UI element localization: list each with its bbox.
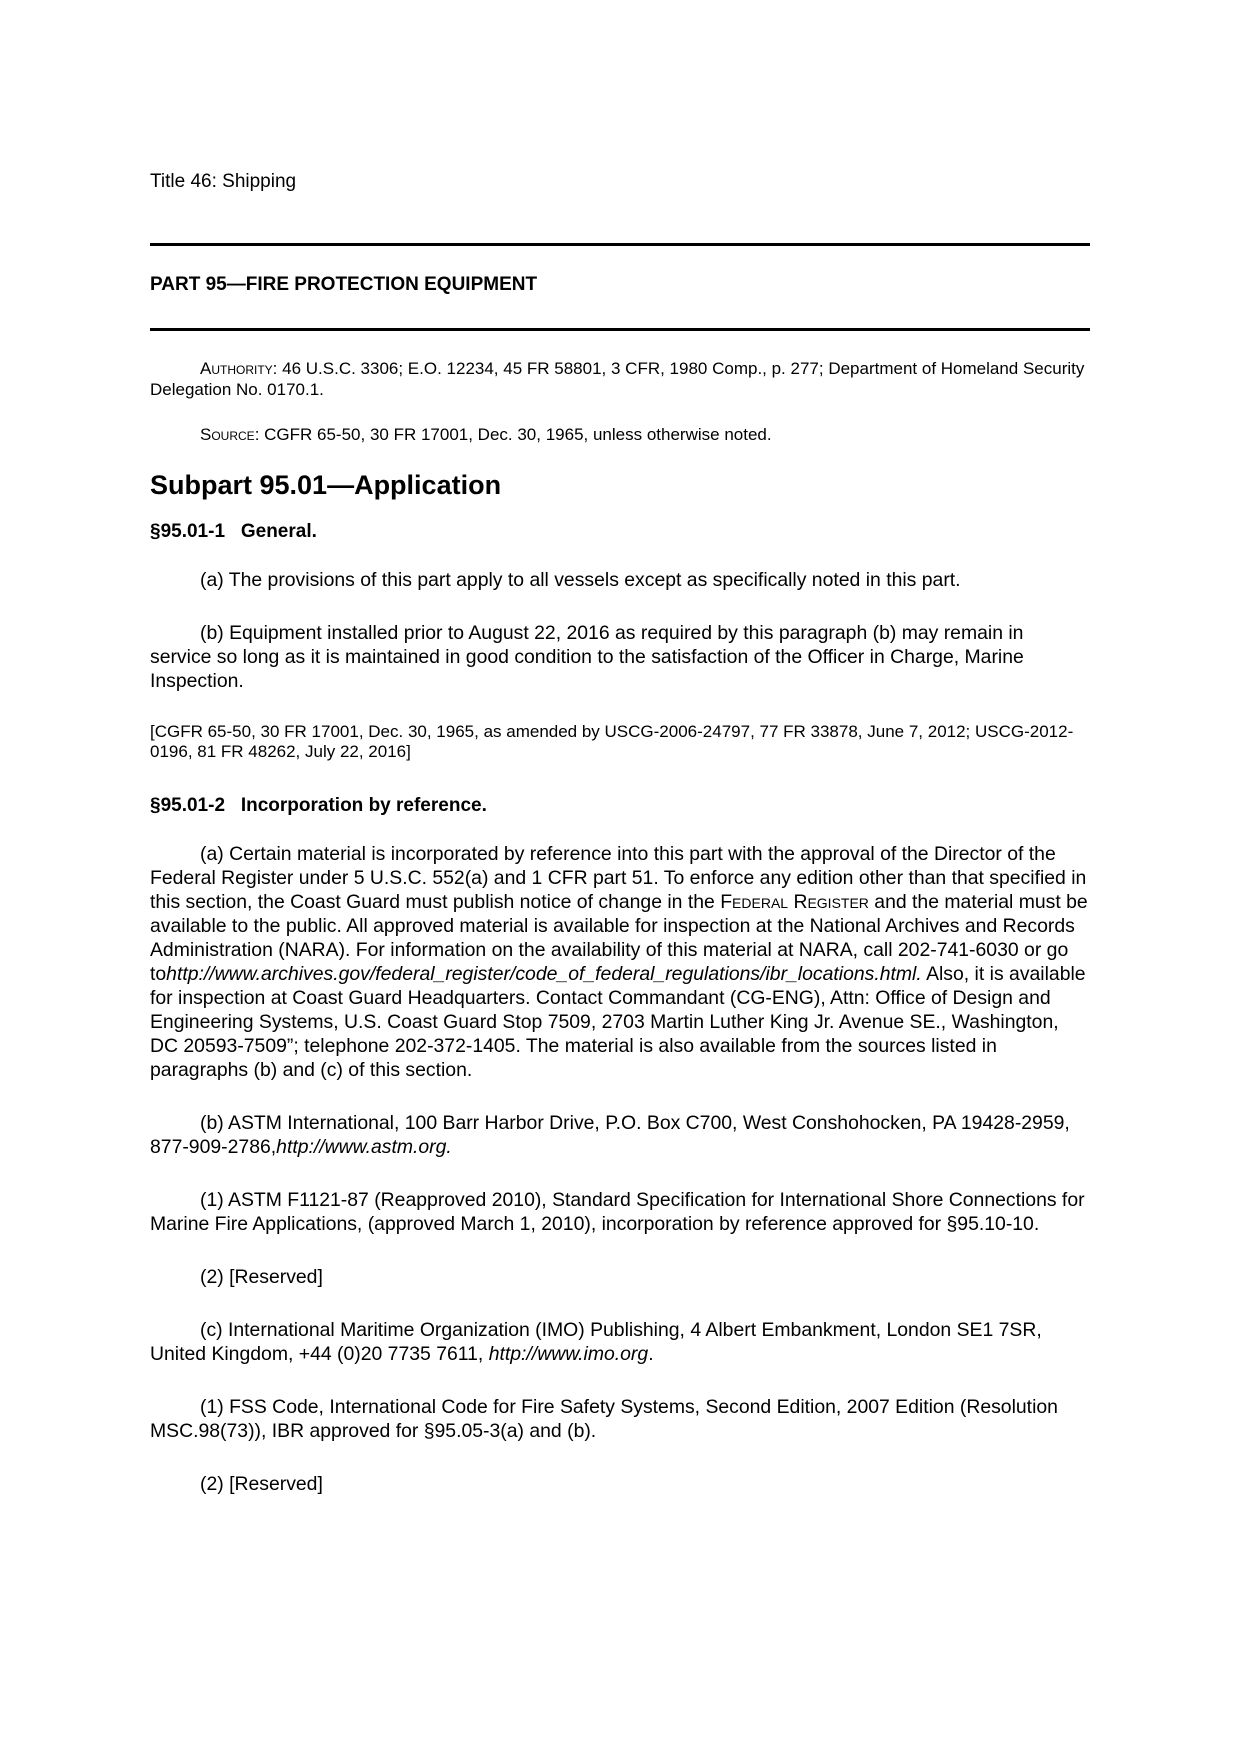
source-label: Source xyxy=(200,425,255,444)
top-rule xyxy=(150,243,1090,246)
section2-paragraph-a xyxy=(150,842,1090,1082)
subpart-heading: Subpart 95.01—Application xyxy=(150,470,502,500)
para-b-text: (b) ASTM International, 100 Barr Harbor Drive, P.O. Box C700, West Conshohocken, PA 19428-2959, 877-909-2786, xyxy=(150,1112,1070,1158)
document-body xyxy=(150,358,1090,1525)
authority-paragraph xyxy=(150,358,1090,400)
section2-paragraph-c xyxy=(150,1318,1090,1366)
section2-paragraph-b xyxy=(150,1111,1090,1159)
source-text: : CGFR 65-50, 30 FR 17001, Dec. 30, 1965, unless otherwise noted. xyxy=(254,425,772,444)
bottom-rule xyxy=(150,328,1090,331)
federal-register-text: Federal Register xyxy=(720,891,869,913)
section-heading-general: §95.01-1 General. xyxy=(150,521,317,542)
astm-link[interactable]: http://www.astm.org. xyxy=(276,1136,452,1158)
section2-paragraph-c1: (1) FSS Code, International Code for Fire Safety Systems, Second Edition, 2007 Edition (Resolution MSC.98(73)), IBR approved for §95.05-3(a) and (b). xyxy=(150,1396,1058,1442)
section2-paragraph-c2: (2) [Reserved] xyxy=(200,1473,323,1495)
section1-citation: [CGFR 65-50, 30 FR 17001, Dec. 30, 1965, as amended by USCG-2006-24797, 77 FR 33878, June 7, 2012; USCG-2012-0196, 81 FR 48262, July 22, 2016] xyxy=(150,722,1074,761)
authority-text: : 46 U.S.C. 3306; E.O. 12234, 45 FR 58801, 3 CFR, 1980 Comp., p. 277; Department of Homeland Security Delegation No. 0170.1. xyxy=(150,359,1085,399)
source-paragraph xyxy=(150,424,1090,445)
section2-paragraph-b1: (1) ASTM F1121-87 (Reapproved 2010), Standard Specification for International Shore Connections for Marine Fire Applications, (approved March 1, 2010), incorporation by reference approved for §95.10-10. xyxy=(150,1189,1085,1235)
para-a-text-1: (a) Certain material is incorporated by reference into this part with the approval of the Director of the Federal Register under 5 U.S.C. 552(a) and 1 CFR part 51. To enforce any edition other than that specified in this section, the Coast Guard must publish notice of change in the xyxy=(150,843,1087,913)
para-a-text-3: Also, it is available for inspection at Coast Guard Headquarters. Contact Commandant (CG-ENG), Attn: Office of Design and Engineering Systems, U.S. Coast Guard Stop 7509, 2703 Martin Luther King Jr. Avenue SE., Washington, DC 20593-7509”; telephone 202-372-1405. The material is also available from the sources listed in paragraphs (b) and (c) of this section. xyxy=(150,963,1086,1081)
document-title: Title 46: Shipping xyxy=(150,171,297,192)
section-heading-incorporation: §95.01-2 Incorporation by reference. xyxy=(150,795,487,816)
para-c-text-2: . xyxy=(648,1343,654,1365)
authority-label: Authority xyxy=(200,359,273,378)
section1-paragraph-b: (b) Equipment installed prior to August 22, 2016 as required by this paragraph (b) may remain in service so long as it is maintained in good condition to the satisfaction of the Officer in Charge, Marine Inspection. xyxy=(150,622,1024,692)
part-heading: PART 95—FIRE PROTECTION EQUIPMENT xyxy=(150,274,538,295)
para-c-text-1: (c) International Maritime Organization (IMO) Publishing, 4 Albert Embankment, London SE1 7SR, United Kingdom, +44 (0)20 7735 7611, xyxy=(150,1319,1042,1365)
para-a-text-2: and the material must be available to the public. All approved material is available for inspection at the National Archives and Records Administration (NARA). For information on the availability of this material at NARA, call 202-741-6030 or go to xyxy=(150,891,1088,985)
imo-link[interactable]: http://www.imo.org xyxy=(488,1343,649,1365)
nara-link[interactable]: http://www.archives.gov/federal_register/code_of_federal_regulations/ibr_locations.html. xyxy=(166,963,922,985)
section1-paragraph-a: (a) The provisions of this part apply to all vessels except as specifically noted in this part. xyxy=(200,569,961,591)
section2-paragraph-b2: (2) [Reserved] xyxy=(200,1266,323,1288)
